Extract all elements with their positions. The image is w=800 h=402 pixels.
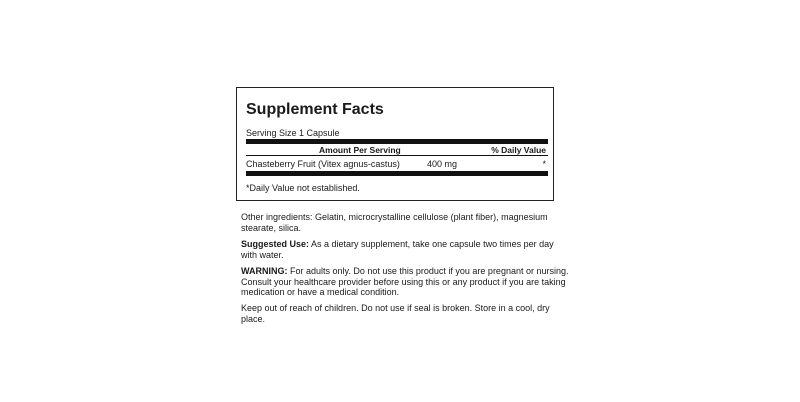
suggested-use-label: Suggested Use: bbox=[241, 239, 310, 249]
divider-thick-bottom bbox=[246, 171, 548, 176]
suggested-use-text: As a dietary supplement, take one capsule two times per day with water. bbox=[241, 239, 554, 260]
warning bbox=[241, 266, 571, 298]
nutrient-amount: 400 mg bbox=[427, 159, 458, 169]
nutrient-name: Chasteberry Fruit (Vitex agnus-castus) bbox=[246, 159, 400, 169]
warning-label: WARNING: bbox=[241, 266, 288, 276]
storage-instructions: Keep out of reach of children. Do not use if seal is broken. Store in a cool, dry place. bbox=[241, 303, 550, 324]
divider-thin bbox=[246, 155, 548, 156]
supplement-facts-panel bbox=[236, 87, 554, 201]
daily-value-footnote: *Daily Value not established. bbox=[246, 183, 360, 193]
serving-size: Serving Size 1 Capsule bbox=[246, 128, 340, 138]
nutrient-daily-value: * bbox=[542, 159, 546, 169]
other-ingredients: Other ingredients: Gelatin, microcrystalline cellulose (plant fiber), magnesium stearate, silica. bbox=[241, 212, 548, 233]
divider-thick-top bbox=[246, 139, 548, 144]
amount-per-serving-header: Amount Per Serving bbox=[319, 145, 401, 155]
daily-value-header: % Daily Value bbox=[491, 145, 546, 155]
warning-text: For adults only. Do not use this product if you are pregnant or nursing. Consult your healthcare provider before using this or any product if you are taking medication or have a medical condition. bbox=[241, 266, 569, 297]
supplement-facts-title: Supplement Facts bbox=[246, 101, 384, 118]
suggested-use bbox=[241, 239, 571, 260]
